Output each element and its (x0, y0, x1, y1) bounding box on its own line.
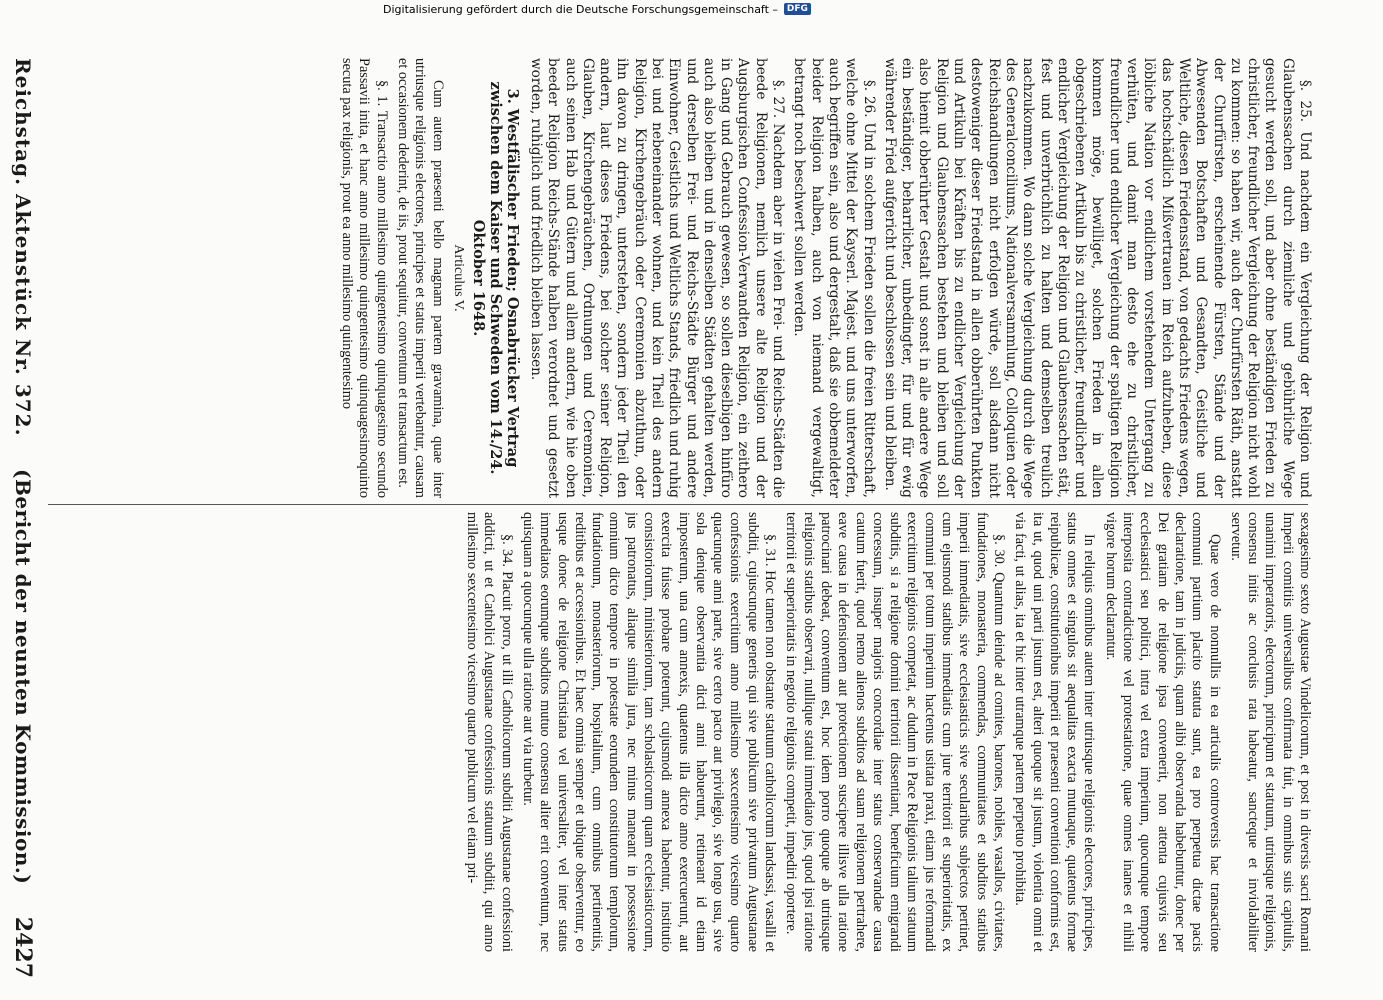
page-number: 2427 (10, 916, 36, 978)
paragraph-section-31: §. 31. Hoc tamen non obstante statuum catholicorum landsassi, vasalli et subditi, cujuscunque generis qui sive publicum sive privatum Augustanae confessionis exercitium anno millesimo sexcentesimo vicesimo quarto quacunque anni parte, sive certo pacto aut privilegio, sive longo usu, sive sola denique observantia dicti anni habuerunt, retineant id etiam imposterum, una cum annexis, quatenus illa dicto anno exercuerunt, aut exercita fuisse probare poterunt, cujusmodi annexa habentur, institutio consistoriorum, ministeriorum, tam scholasticorum quam ecclesiasticorum, jus patronatus, aliaque similia jura, nec minus maneant in possessione omnium dicto tempore in potestate eorundem constitutorum templorum, fundationum, monasteriorum, hospitalium, cum omnibus pertinentiis, reditibus et accessionibus. Et haec omnia semper et ubique observentur, eo usque donec de religione Christiana vel universaliter, vel inter status immediatos eorumque subditos mutuo consensu aliter erit conventum, nec quisquam a quocunque ulla ratione aut via turbetur. (519, 512, 779, 952)
article-heading: Articulus V. (450, 244, 466, 312)
paragraph-quae-vero: Quae vero de nonnullis in ea articulis controversis hac transactione communi partium placito statuta sunt, ea pro perpetua dictae pacis declaratione, tam in judiciis, quam alibi observanda habebuntur, donec per Dei gratiam de religione ipsa convenerit, non attenta cujusvis seu ecclesiastici seu politici, intra vel extra imperium, quocunque tempore interposita contradictione vel protestatione, quae omnes inanes et nihili vigore horum declarantur. (1102, 512, 1223, 952)
paragraph-section-27: §. 27. Nachdem aber in vielen Frei- und Reichs-Städten die beede Religionen, nemlich unsere alte Religion und der Augsburgischen Confession-Verwandten Religion, ein zeithero in Gang und Gebrauch gewesen, so sollen dieselbigen hinfüro auch also bleiben und in denselben Städten gehalten werden, und derselben Frei- und Reichs-Städte Bürger und andere Einwohner, Geistlichs und Weltlichs Stands, friedlich und ruhig bei und nebeneinander wohnen, und kein Theil des andern Religion, Kirchengebräuch oder Ceremonien abzuthun, oder ihn davon zu dringen, unterstehen, sondern jeder Theil den andern, laut dieses Friedens, bei solcher seiner Religion, Glauben, Kirchengebräuchen, Ordnungen und Ceremonien, auch seinen Hab und Gütern und allem andern, wie hie oben beeder Religion Reichs-Stände halben verordnet und gesetzt worden, ruhiglich und friedlich bleiben lassen. (527, 58, 787, 498)
column-divider (48, 504, 1308, 505)
paragraph-in-reliquis: In reliquis omnibus autem inter utriusque religionis electores, principes, status omnes et singulos sit aequalitas exacta mutuaque, quatenus formae reipublicae, constitutionibus imperii et praesenti conventioni conformis est, ita ut, quod uni parti justum est, alteri quoque sit justum, violentia omni et via facti, ut alias, ita et hic inter utramque partem perpetuo prohibita. (1012, 512, 1098, 952)
right-column (45, 512, 1313, 952)
section-heading: 3. Westfälischer Frieden; Osnabrücker Vertrag zwischen dem Kaiser und Schweden vom 14./24. Oktober 1648. (469, 81, 521, 475)
paragraph-section-30: §. 30. Quantum deinde ad comites, barones, nobiles, vasallos, civitates, fundationes, monasteria, commendas, communitates et subditos statibus imperii immediatis, sive ecclesiasticis sive secularibus subjectos pertinet, cum ejusmodi statibus immediatis cum jure territorii et superioritatis, ex communi per totum imperium hactenus usitata praxi, etiam jus reformandi exercitium religionis competat, ac dudum in Pace Religionis talium statuum subditis, si a religione domini territorii dissentiant, beneficium emigrandi concessum, insuper majoris concordiae inter status conservandae causa cautum fuerit, quod nemo alienos subditos ad suam religionem pertrahere, eave causa in defensionem aut protectionem suscipere illisve ulla ratione patrocinari debeat, conventum est, hoc idem porro quoque ab utriusque religionis statibus observari, nullique statui immediato jus, quod ipsi ratione territorii et superioritatis in negotio religionis competit, impediri oportere. (783, 512, 1007, 952)
running-head (8, 58, 38, 978)
paragraph-section-26: §. 26. Und in solchem Frieden sollen die freien Ritterschaft, welche ohne Mittel der Kayserl. Majest. und uns unterworfen, auch begriffen sein, also und dergestalt, daß sie obbemeldeter beider Religion halben, auch von niemand vergewaltigt, betrangt noch beschwert sollen werden. (791, 58, 877, 498)
paragraph-section-25: §. 25. Und nachdem ein Vergleichung der Religion und Glaubenssachen durch ziemliche und gebührliche Wege gesucht werden soll, und aber ohne beständigen Frieden zu christlicher, freundlicher Vergleichung der Religion nicht wohl zu kommen: so haben wir, auch der Churfürsten Räth, anstatt der Churfürsten, erscheinende Fürsten, Stände und der Abwesenden Botschaften und Gesandten, Geistliche und Weltliche, diesen Friedensstand, von gedachts Friedens wegen, das hochschädlich Mißvertrauen im Reich aufzuheben, diese löbliche Nation vor endlichem vorstehendem Untergang zu verhüten, und damit man desto ehe zu christlicher, freundlicher und endlicher Vergleichung der spaltigen Religion kommen möge, bewilliget, solchen Frieden in allen obgeschriebenen Artikuln bis zu christlicher, freundlicher und endlicher Vergleichung der Religion und Glaubenssachen stät, fest und unverbrüchlich zu halten und demselben treulich nachzukommen. Wo dann solche Vergleichung durch die Wege des Generalconciliums, Nationalversammlung, Colloquien oder Reichshandlungen nicht erfolgen würde, soll alsdann nicht destoweniger dieser Friedstand in allen obberührten Punkten und Artikuln bei Kräften bis zu endlicher Vergleichung der Religion und Glaubenssachen bestehen und bleiben und soll also hiemit obberührter Gestalt und sonst in alle andere Wege ein beständiger, beharrlicher, unbedingter, für und für ewig währender Fried aufgericht und beschlossen sein und bleiben. (881, 58, 1313, 498)
digitization-credit (383, 0, 1383, 18)
paragraph-cum-autem: Cum autem praesenti bello magnam partem gravamina, quae inter utriusque religionis electores, principes et status imperii vertebantur, causam et occasionem dederint, de iis, prout sequitur, conventum et transactum est. (395, 58, 446, 498)
paragraph-section-1: §. 1. Transactio anno millesimo quingentesimo quinquagesimo secundo Passavii inita, et hanc anno millesimo quingentesimo quinquagesimoquinto secuta pax religionis, prout ea anno millesimo quingentesimo (339, 58, 390, 498)
running-head-title: Reichstag. Aktenstück Nr. 372. (11, 58, 35, 437)
dfg-logo: DFG (784, 3, 811, 15)
paragraph-continuation: sexagesimo sexto Augustae Vindelicorum, et post in diversis sacri Romani Imperii comitiis universalibus confirmata fuit, in omnibus suis capitulis, unanimi imperatoris, electorum, principum et statuum, utriusque religionis, consensu initis ac conclusis rata habeatur, sancteque et inviolabiliter servetur. (1227, 512, 1313, 952)
left-column (45, 58, 1313, 498)
credit-text: Digitalisierung gefördert durch die Deutsche Forschungsgemeinschaft – (383, 2, 778, 16)
paragraph-section-34: §. 34. Placuit porro, ut illi Catholicorum subditi Augustanae confessioni addicti, ut et Catholici Augustanae confessionis statuum subditi, qui anno millesimo sexcentesimo vicesimo quarto publicum vel etiam pri- (464, 512, 515, 952)
running-head-subtitle: (Bericht der neunten Kommission.) (11, 469, 35, 885)
